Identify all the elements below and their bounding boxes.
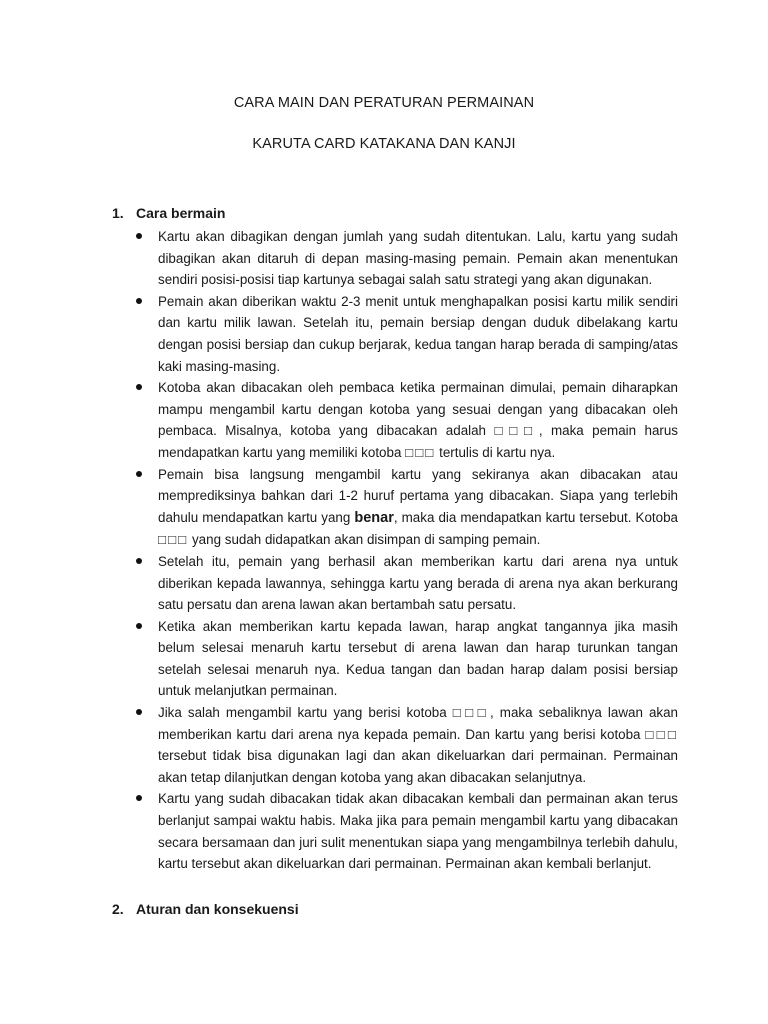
text-segment: Ketika akan memberikan kartu kepada lawan, harap angkat tangannya jika masih belum selesai menaruh kartu tersebut di arena lawan dan harap turunkan tangan setelah selesai menaruh nya. Kedua tangan dan badan harap dalam posisi bersiap untuk melanjutkan permainan. [158, 618, 678, 699]
kotoba-glyphs: □□□ [645, 726, 679, 742]
text-segment: tertulis di kartu nya. [435, 444, 556, 460]
section-title: Aturan dan konsekuensi [136, 901, 299, 917]
section-heading-aturan [112, 901, 299, 917]
section-heading-cara-bermain [112, 205, 225, 221]
bullet-icon [136, 233, 142, 239]
text-segment: tersebut tidak bisa digunakan lagi dan akan dikeluarkan dari permainan. Permainan akan tetap dilanjutkan dengan kotoba yang akan dibacakan selanjutnya. [158, 748, 678, 785]
kotoba-glyphs: □□□ [158, 532, 189, 548]
list-item [136, 702, 678, 788]
rules-list [136, 226, 678, 875]
text-segment: Jika salah mengambil kartu yang berisi kotoba [158, 705, 453, 721]
text-segment: , maka pemain harus mendapatkan kartu yang memiliki kotoba [158, 423, 678, 460]
list-item-text [158, 464, 678, 551]
text-segment: Pemain akan diberikan waktu 2-3 menit untuk menghapalkan posisi kartu milik sendiri dan kartu milik lawan. Setelah itu, pemain bersiap dengan duduk dibelakang kartu dengan posisi bersiap dan cukup berjarak, kedua tangan harap berada di samping/atas kaki masing-masing. [158, 293, 678, 374]
bullet-icon [136, 558, 142, 564]
list-item-text [158, 702, 678, 788]
list-item [136, 464, 678, 551]
kotoba-glyphs: □□□ [452, 705, 491, 721]
list-item [136, 291, 678, 377]
kotoba-glyphs: □□□ [494, 423, 539, 439]
list-item-text [158, 551, 678, 616]
text-segment: yang sudah didapatkan akan disimpan di samping pemain. [188, 532, 541, 548]
bullet-icon [136, 471, 142, 477]
text-segment: Kotoba akan dibacakan oleh pembaca ketika permainan dimulai, pemain diharapkan mampu mengambil kartu dengan kotoba yang sesuai dengan yang dibacakan oleh pembaca. Misalnya, kotoba yang dibacakan adalah [158, 380, 678, 439]
emphasis-text: benar [354, 509, 394, 526]
text-segment: Pemain bisa langsung mengambil kartu yang sekiranya akan dibacakan atau memprediksinya bahkan dari 1-2 huruf pertama yang dibacakan. Siapa yang terlebih dahulu mendapatkan kartu yang [158, 466, 678, 525]
list-item-text [158, 377, 678, 463]
text-segment: Kartu akan dibagikan dengan jumlah yang sudah ditentukan. Lalu, kartu yang sudah dibagikan akan ditaruh di depan masing-masing pemain. Pemain akan menentukan sendiri posisi-posisi tiap kartunya sebagai salah satu strategi yang akan digunakan. [158, 229, 678, 288]
text-segment: , maka dia mendapatkan kartu tersebut. Kotoba [393, 509, 678, 525]
list-item-text [158, 788, 678, 874]
document-subtitle: KARUTA CARD KATAKANA DAN KANJI [252, 136, 516, 152]
list-item [136, 377, 678, 463]
bullet-icon [136, 709, 142, 715]
list-item-text [158, 616, 678, 702]
bullet-icon [136, 298, 142, 304]
text-segment: , maka sebaliknya lawan akan memberikan kartu dari arena nya kepada pemain. Dan kartu yang berisi kotoba [158, 705, 679, 742]
list-item [136, 616, 678, 702]
bullet-icon [136, 384, 142, 390]
list-item [136, 226, 678, 291]
section-title: Cara bermain [136, 205, 226, 221]
list-item [136, 551, 678, 616]
text-segment: Kartu yang sudah dibacakan tidak akan dibacakan kembali dan permainan akan terus berlanjut sampai waktu habis. Maka jika para pemain mengambil kartu yang dibacakan secara bersamaan dan juri sulit menentukan siapa yang mengambilnya terlebih dahulu, kartu tersebut akan dikeluarkan dari permainan. Permainan akan kembali berlanjut. [158, 791, 678, 872]
bullet-icon [136, 795, 142, 801]
kotoba-glyphs: □□□ [405, 444, 436, 460]
list-item-text [158, 226, 678, 291]
list-item-text [158, 291, 678, 377]
document-title: CARA MAIN DAN PERATURAN PERMAINAN [233, 95, 535, 111]
section-number: 1. [112, 205, 124, 221]
text-segment: Setelah itu, pemain yang berhasil akan memberikan kartu dari arena nya untuk diberikan kepada lawannya, sehingga kartu yang berada di arena nya akan berkurang satu persatu dan arena lawan akan bertambah satu persatu. [158, 553, 678, 613]
list-item [136, 788, 678, 874]
bullet-icon [136, 623, 142, 629]
section-number: 2. [112, 901, 124, 917]
